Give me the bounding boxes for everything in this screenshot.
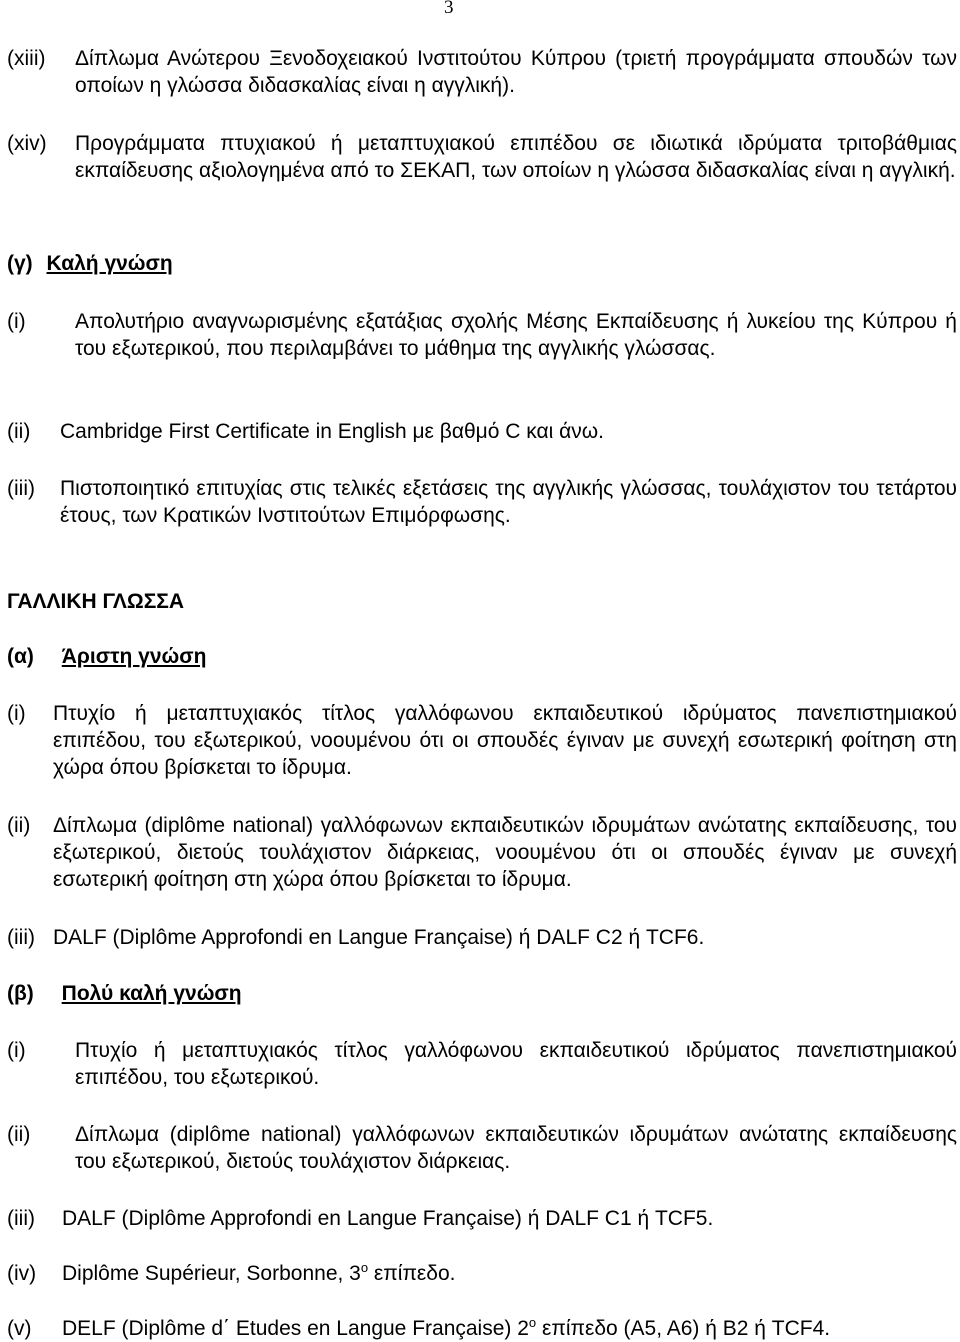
item-text-part: επίπεδο. bbox=[368, 1262, 456, 1285]
heading-marker: (β) bbox=[7, 982, 34, 1005]
item-text: Πτυχίο ή μεταπτυχιακός τίτλος γαλλόφωνου εκπαιδευτικού ιδρύματος πανεπιστημιακού επιπέδου, του εξωτερικού. bbox=[75, 1039, 957, 1089]
item-text bbox=[62, 1315, 957, 1342]
item-text: Απολυτήριο αναγνωρισμένης εξατάξιας σχολής Μέσης Εκπαίδευσης ή λυκείου της Κύπρου ή του εξωτερικού, που περιλαμβάνει το μάθημα της αγγλικής γλώσσας. bbox=[75, 310, 957, 360]
section-heading-french-excellent bbox=[7, 643, 206, 670]
item-text: Πτυχίο ή μεταπτυχιακός τίτλος γαλλόφωνου εκπαιδευτικού ιδρύματος πανεπιστημιακού επιπέδου, του εξωτερικού, νοουμένου ότι οι σπουδές έγιναν με συνεχή εσωτερική φοίτηση στη χώρα όπου βρίσκεται το ίδρυμα. bbox=[53, 702, 957, 779]
heading-title: Πολύ καλή γνώση bbox=[61, 982, 242, 1005]
item-text: Cambridge First Certificate in English με βαθμό C και άνω. bbox=[60, 420, 605, 443]
heading-title: Άριστη γνώση bbox=[61, 645, 207, 668]
item-text: Προγράμματα πτυχιακού ή μεταπτυχιακού επιπέδου σε ιδιωτικά ιδρύματα τριτοβάθμιας εκπαίδευσης αξιολογημένα από το ΣΕΚΑΠ, των οποίων η γλώσσα διδασκαλίας είναι η αγγλική. bbox=[75, 132, 957, 182]
item-label: (ii) bbox=[7, 420, 31, 443]
section-heading-french-very-good bbox=[7, 980, 242, 1007]
item-label: (iii) bbox=[7, 926, 35, 949]
item-label: (xiv) bbox=[7, 132, 47, 155]
item-text-part: επίπεδο (A5, A6) ή B2 ή TCF4. bbox=[536, 1317, 831, 1340]
heading-title: Καλή γνώση bbox=[46, 252, 173, 275]
item-label: (v) bbox=[7, 1317, 32, 1340]
language-title-french: ΓΑΛΛΙΚΗ ΓΛΩΣΣΑ bbox=[7, 590, 185, 613]
item-text bbox=[62, 1260, 957, 1287]
item-text: Δίπλωμα Ανώτερου Ξενοδοχειακού Ινστιτούτου Κύπρου (τριετή προγράμματα σπουδών των οποίων η γλώσσα διδασκαλίας είναι η αγγλική). bbox=[75, 47, 957, 97]
item-text: Πιστοποιητικό επιτυχίας στις τελικές εξετάσεις της αγγλικής γλώσσας, τουλάχιστον του τετάρτου έτους, των Κρατικών Ινστιτούτων Επιμόρφωσης. bbox=[60, 477, 957, 527]
item-label: (ii) bbox=[7, 814, 31, 837]
item-label: (iii) bbox=[7, 477, 35, 500]
superscript: ο bbox=[360, 1260, 369, 1275]
item-label: (i) bbox=[7, 1039, 26, 1062]
item-label: (iii) bbox=[7, 1207, 35, 1230]
item-label: (xiii) bbox=[7, 47, 46, 70]
item-text-part: Diplôme Supérieur, Sorbonne, 3 bbox=[62, 1262, 361, 1285]
item-label: (i) bbox=[7, 310, 26, 333]
item-text-part: DELF (Diplôme d΄ Etudes en Langue Française) 2 bbox=[62, 1317, 529, 1340]
item-text: DALF (Diplôme Approfondi en Langue Française) ή DALF C2 ή TCF6. bbox=[53, 926, 705, 949]
heading-marker: (α) bbox=[7, 645, 34, 668]
page-number: 3 bbox=[444, 0, 454, 18]
item-text: Δίπλωμα (diplôme national) γαλλόφωνων εκπαιδευτικών ιδρυμάτων ανώτατης εκπαίδευσης του εξωτερικού, διετούς τουλάχιστον διάρκειας. bbox=[75, 1123, 957, 1173]
item-text: DALF (Diplôme Approfondi en Langue Française) ή DALF C1 ή TCF5. bbox=[62, 1207, 714, 1230]
superscript: ο bbox=[528, 1315, 537, 1330]
heading-marker: (γ) bbox=[7, 252, 33, 275]
item-label: (iv) bbox=[7, 1262, 37, 1285]
section-heading-english-good bbox=[7, 250, 173, 277]
item-label: (ii) bbox=[7, 1123, 31, 1146]
item-text: Δίπλωμα (diplôme national) γαλλόφωνων εκπαιδευτικών ιδρυμάτων ανώτατης εκπαίδευσης, του εξωτερικού, διετούς τουλάχιστον διάρκειας, νοουμένου ότι οι σπουδές έγιναν με συνεχή εσωτερική φοίτηση στη χώρα όπου βρίσκεται το ίδρυμα. bbox=[53, 814, 957, 891]
item-label: (i) bbox=[7, 702, 26, 725]
